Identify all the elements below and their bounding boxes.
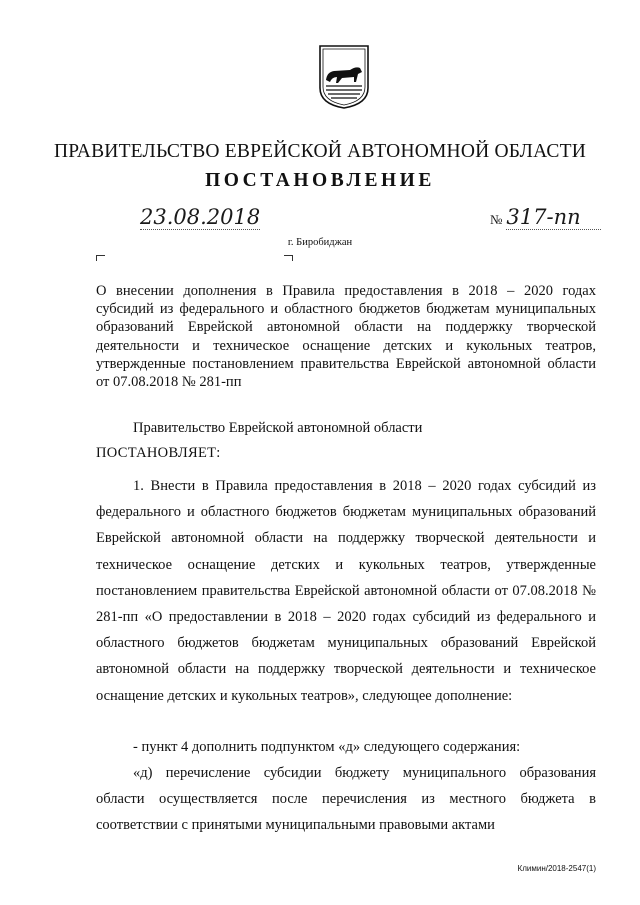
document-date: 23.08.2018 [140, 205, 261, 229]
paragraph-3: «д) перечисление субсидии бюджету муниципального образования области осуществляется после перечисления из местного бюджета в соответствии с принятыми муниципальными правовыми актами [96, 765, 596, 834]
document-type: ПОСТАНОВЛЕНИЕ [205, 170, 435, 191]
corner-mark-left [96, 255, 105, 261]
number-label: № [490, 212, 503, 227]
coat-of-arms-tiger-icon [318, 44, 370, 110]
corner-mark-right [284, 255, 293, 261]
document-subject: О внесении дополнения в Правила предоставления в 2018 – 2020 годах субсидий из федерального и областного бюджетов бюджетам муниципальных образований Еврейской автономной области на поддержку творческой деятельности и техническое оснащение детских и кукольных театров, утвержденные постановлением правительства Еврейской автономной области от 07.08.2018 № 281-пп [96, 283, 596, 391]
city-name: г. Биробиджан [287, 237, 353, 248]
resolves-heading: ПОСТАНОВЛЯЕТ: [96, 445, 221, 461]
government-title: ПРАВИТЕЛЬСТВО ЕВРЕЙСКОЙ АВТОНОМНОЙ ОБЛАСТИ [53, 141, 587, 162]
footer-doc-code: Климин/2018-2547(1) [517, 864, 596, 873]
document-number-field [490, 205, 601, 230]
document-number: 317-пп [506, 205, 601, 230]
paragraph-2: - пункт 4 дополнить подпунктом «д» следующего содержания: [133, 739, 521, 755]
preamble: Правительство Еврейской автономной области [133, 420, 423, 436]
paragraph-1: 1. Внести в Правила предоставления в 2018 – 2020 годах субсидий из федерального и областного бюджетов бюджетам муниципальных образований Еврейской автономной области на поддержку творческой деятельности и техническое оснащение детских и кукольных театров, утвержденные постановлением правительства Еврейской автономной области от 07.08.2018 № 281-пп «О предоставлении в 2018 – 2020 годах субсидий из федерального и областного бюджетов бюджетам муниципальных образований Еврейской автономной области на поддержку творческой деятельности и техническое оснащение детских и кукольных театров», следующее дополнение: [96, 478, 596, 704]
